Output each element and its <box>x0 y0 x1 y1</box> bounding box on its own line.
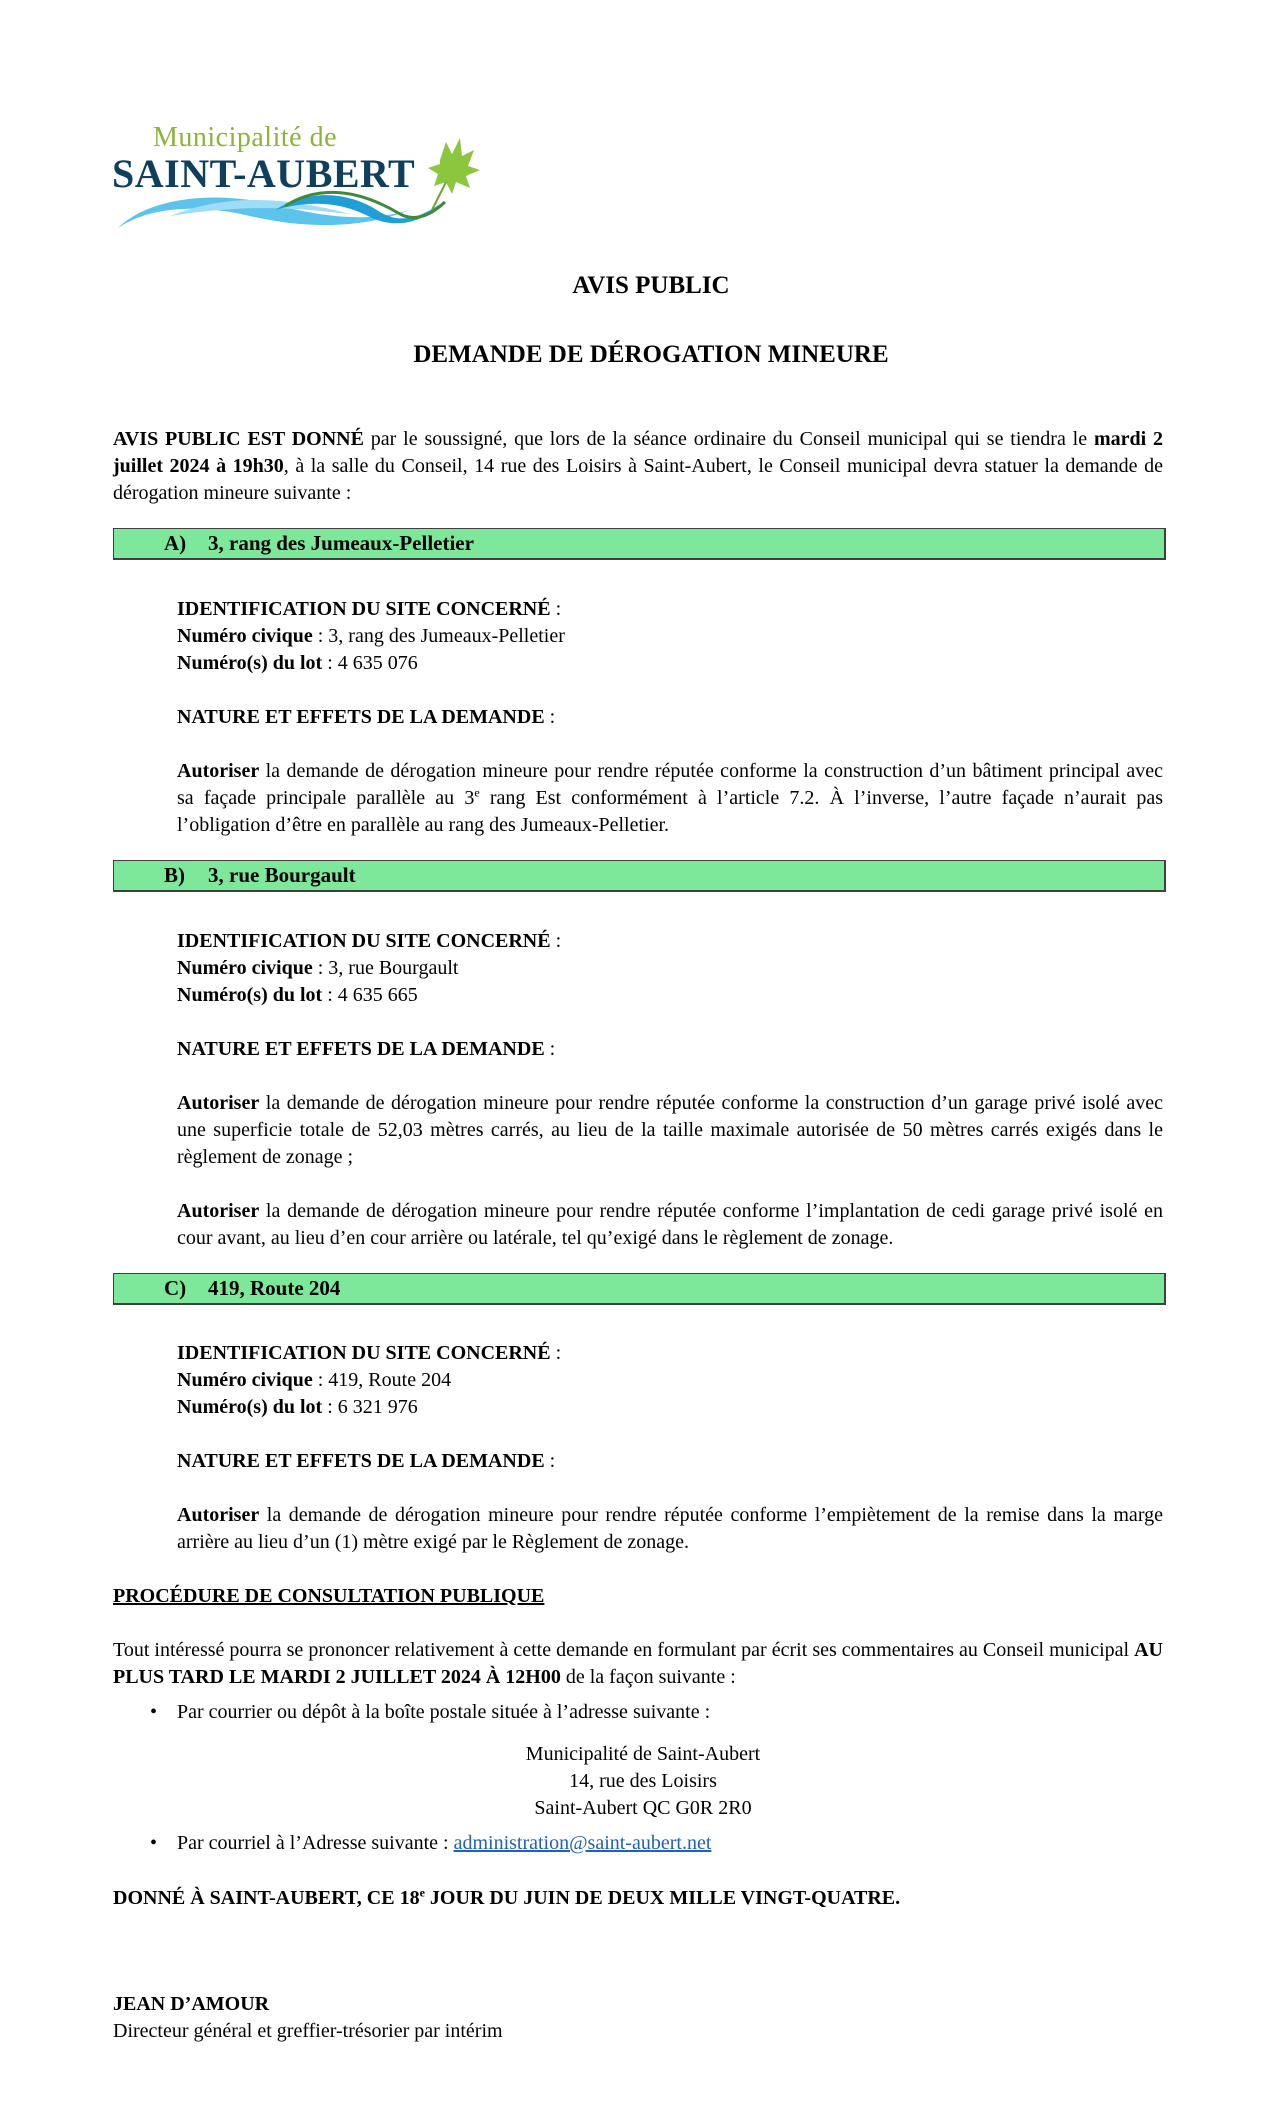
intro-bold-lead: AVIS PUBLIC EST DONNÉ <box>113 428 364 450</box>
civic-label: Numéro civique <box>177 957 313 979</box>
civic-value: : 3, rue Bourgault <box>312 957 459 979</box>
closing-text: DONNÉ À SAINT-AUBERT, CE 18 <box>113 1887 420 1909</box>
bullet-icon: • <box>150 1701 158 1723</box>
procedure-deadline: AU PLUS TARD LE MARDI 2 JUILLET 2024 À 12H00 <box>113 1639 1163 1688</box>
lot-value: : 4 635 665 <box>322 984 418 1006</box>
page-title: AVIS PUBLIC <box>572 272 730 299</box>
nature-heading: NATURE ET EFFETS DE LA DEMANDE <box>177 1450 545 1472</box>
civic-label: Numéro civique <box>177 625 313 647</box>
procedure-text-2: de la façon suivante : <box>560 1666 736 1688</box>
colon: : <box>544 1038 556 1060</box>
bullet-mail: Par courrier ou dépôt à la boîte postale située à l’adresse suivante : <box>177 1701 711 1723</box>
address-line: Saint-Aubert QC G0R 2R0 <box>534 1797 752 1819</box>
address-line: Municipalité de Saint-Aubert <box>525 1743 761 1765</box>
procedure-heading <box>113 1583 544 1610</box>
colon: : <box>550 1342 562 1364</box>
email-link[interactable]: administration@saint-aubert.net <box>453 1832 712 1854</box>
section-a-paragraph-1 <box>177 758 1163 839</box>
section-a-identification <box>177 596 565 677</box>
logo-line-municipality: Municipalité de <box>153 122 338 153</box>
signature-title: Directeur général et greffier-trésorier par intérim <box>113 2020 503 2042</box>
colon: : <box>550 930 562 952</box>
section-letter: B) <box>164 863 185 887</box>
lot-label: Numéro(s) du lot <box>177 652 323 674</box>
section-c-nature-heading <box>177 1448 555 1475</box>
lot-label: Numéro(s) du lot <box>177 984 323 1006</box>
nature-heading: NATURE ET EFFETS DE LA DEMANDE <box>177 1038 545 1060</box>
bullet-email <box>177 1830 711 1857</box>
paragraph-text: la demande de dérogation mineure pour rendre réputée conforme l’implantation de cedi garage privé isolé en cour avant, au lieu d’en cour arrière ou latérale, tel qu’exigé dans le règlement de zonage. <box>177 1200 1163 1249</box>
superscript: e <box>474 785 480 800</box>
identification-heading: IDENTIFICATION DU SITE CONCERNÉ <box>177 930 551 952</box>
paragraph-text: la demande de dérogation mineure pour rendre réputée conforme l’empiètement de la remise dans la marge arrière au lieu d’un (1) mètre exigé par le Règlement de zonage. <box>177 1504 1163 1553</box>
section-c-identification <box>177 1340 561 1421</box>
authorize-label: Autoriser <box>177 1092 260 1114</box>
section-letter: A) <box>164 531 187 555</box>
intro-text-2: , à la salle du Conseil, 14 rue des Loisirs à Saint-Aubert, le Conseil municipal devra statuer la demande de dérogation mineure suivante : <box>113 455 1163 504</box>
section-a-header <box>113 528 1166 560</box>
address-line: 14, rue des Loisirs <box>569 1770 717 1792</box>
intro-meeting-date: mardi 2 juillet 2024 à 19h30 <box>113 428 1163 477</box>
bullet-icon: • <box>150 1832 158 1854</box>
section-address: 3, rang des Jumeaux-Pelletier <box>208 531 474 555</box>
lot-value: : 6 321 976 <box>322 1396 418 1418</box>
section-a-nature-heading <box>177 704 555 731</box>
authorize-label: Autoriser <box>177 760 260 782</box>
section-b-nature-heading <box>177 1036 555 1063</box>
intro-text-1: par le soussigné, que lors de la séance ordinaire du Conseil municipal qui se tiendra le <box>363 428 1094 450</box>
section-b-paragraph-2 <box>177 1198 1163 1252</box>
logo-line-name: SAINT-AUBERT <box>112 151 416 196</box>
municipality-logo <box>110 118 480 238</box>
superscript: e <box>419 1885 425 1900</box>
paragraph-text: la demande de dérogation mineure pour rendre réputée conforme la construction d’un garage privé isolé avec une superficie totale de 52,03 mètres carrés, au lieu de la taille maximale autorisée de 50 mètres carrés exigés dans le règlement de zonage ; <box>177 1092 1163 1168</box>
identification-heading: IDENTIFICATION DU SITE CONCERNÉ <box>177 598 551 620</box>
section-c-paragraph-1 <box>177 1502 1163 1556</box>
section-b-identification <box>177 928 561 1009</box>
section-b-paragraph-1 <box>177 1090 1163 1171</box>
authorize-label: Autoriser <box>177 1504 260 1526</box>
colon: : <box>550 598 562 620</box>
civic-value: : 3, rang des Jumeaux-Pelletier <box>312 625 565 647</box>
section-address: 3, rue Bourgault <box>208 863 356 887</box>
civic-value: : 419, Route 204 <box>312 1369 452 1391</box>
identification-heading: IDENTIFICATION DU SITE CONCERNÉ <box>177 1342 551 1364</box>
section-b-header <box>113 860 1166 892</box>
signatory-name: JEAN D’AMOUR <box>113 1993 270 2015</box>
procedure-paragraph <box>113 1637 1163 1691</box>
page-subtitle: DEMANDE DE DÉROGATION MINEURE <box>413 341 889 368</box>
closing-statement <box>113 1885 900 1912</box>
mailing-address <box>413 1741 873 1822</box>
colon: : <box>544 706 556 728</box>
paragraph-text-cont: rang Est conformément à l’article 7.2. À l’inverse, l’autre façade n’aurait pas l’obligation d’être en parallèle au rang des Jumeaux-Pelletier. <box>177 787 1163 836</box>
procedure-heading-text: PROCÉDURE DE CONSULTATION PUBLIQUE <box>113 1585 545 1607</box>
procedure-text-1: Tout intéressé pourra se prononcer relativement à cette demande en formulant par écrit ses commentaires au Conseil municipal <box>113 1639 1135 1661</box>
closing-text-cont: JOUR DU JUIN DE DEUX MILLE VINGT-QUATRE. <box>424 1887 901 1909</box>
paragraph-text: la demande de dérogation mineure pour rendre réputée conforme la construction d’un bâtiment principal avec sa façade principale parallèle au 3 <box>177 760 1163 809</box>
nature-heading: NATURE ET EFFETS DE LA DEMANDE <box>177 706 545 728</box>
section-letter: C) <box>164 1276 187 1300</box>
intro-paragraph <box>113 426 1163 507</box>
bullet-email-text: Par courriel à l’Adresse suivante : <box>177 1832 454 1854</box>
lot-value: : 4 635 076 <box>322 652 418 674</box>
colon: : <box>544 1450 556 1472</box>
civic-label: Numéro civique <box>177 1369 313 1391</box>
signature-name <box>113 1991 269 2018</box>
authorize-label: Autoriser <box>177 1200 260 1222</box>
section-c-header <box>113 1273 1166 1305</box>
section-address: 419, Route 204 <box>208 1276 341 1300</box>
lot-label: Numéro(s) du lot <box>177 1396 323 1418</box>
